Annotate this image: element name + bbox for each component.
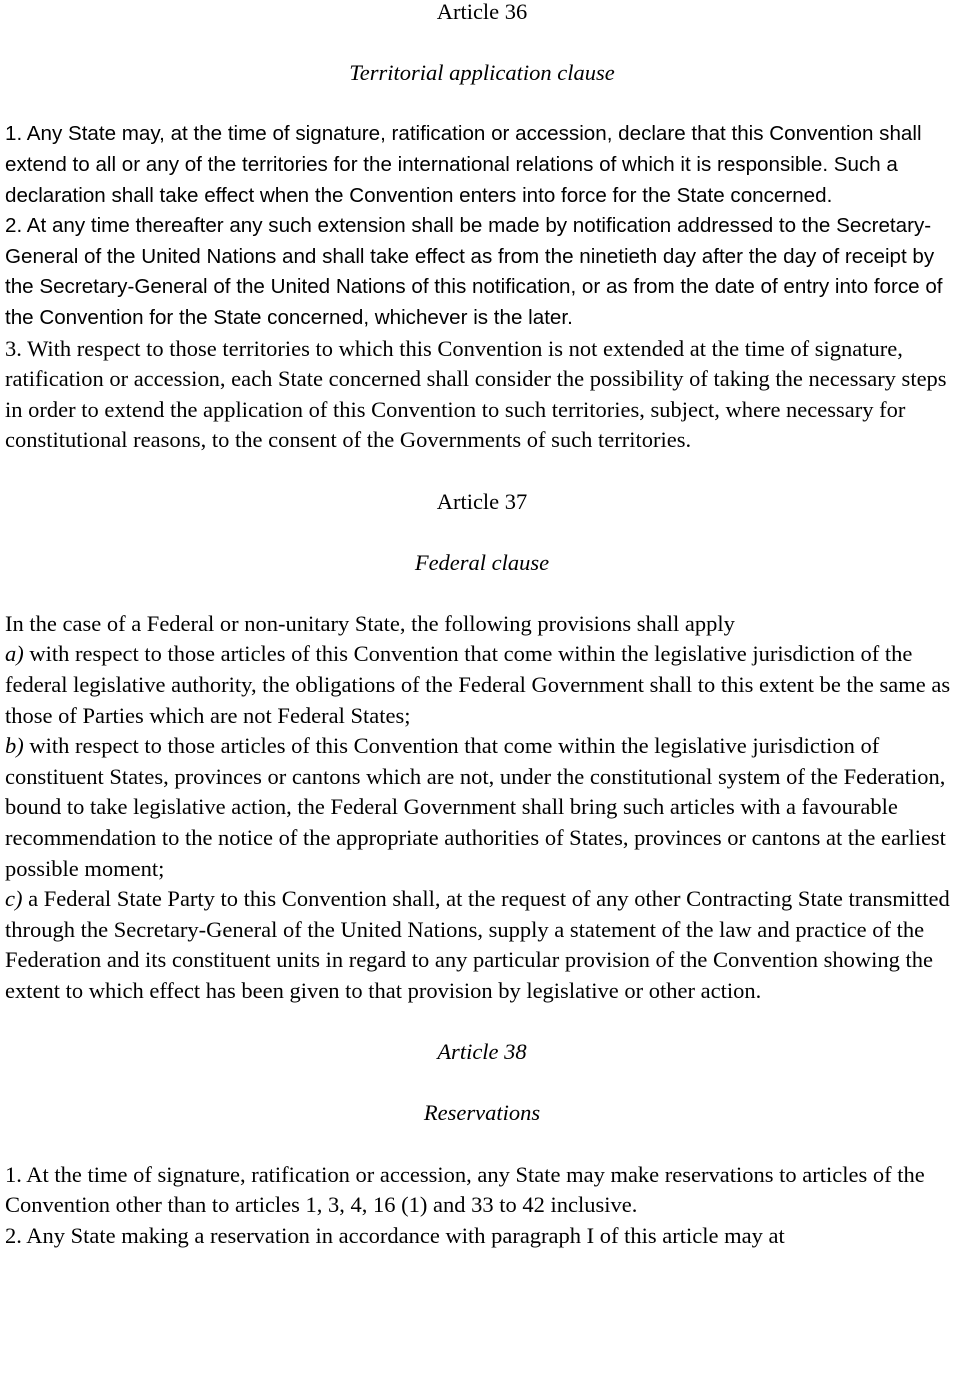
- article-37-item-c: [5, 884, 959, 1006]
- article-37-subtitle: Federal clause: [414, 549, 550, 575]
- article-38-paragraph-1: 1. At the time of signature, ratification or accession, any State may make reservations to articles of the Convention other than to articles 1, 3, 4, 16 (1) and 33 to 42 inclusive.: [5, 1161, 925, 1218]
- article-36-subtitle: Territorial application clause: [349, 60, 615, 86]
- article-37-item-b: [5, 731, 959, 884]
- item-c-label: c): [5, 886, 23, 912]
- article-36-title: Article 36: [436, 0, 528, 24]
- article-36-paragraph-1: 1. Any State may, at the time of signature, ratification or accession, declare that this Convention shall extend to all or any of the territories for the international relations of which it is responsible. Such a declaration shall take effect when the Convention enters into force for the State concerned.: [5, 122, 922, 207]
- article-37-intro: In the case of a Federal or non-unitary State, the following provisions shall apply: [5, 610, 735, 636]
- item-a-label: a): [5, 641, 24, 667]
- article-38-title: Article 38: [437, 1039, 527, 1065]
- article-37-title: Article 37: [436, 488, 528, 514]
- item-a-text: with respect to those articles of this Convention that come within the legislative jurisdiction of the federal legislative authority, the obligations of the Federal Government shall to this extent be the same as those of Parties which are not Federal States;: [5, 641, 951, 728]
- item-b-text: with respect to those articles of this Convention that come within the legislative jurisdiction of constituent States, provinces or cantons which are not, under the constitutional system of the Federation, bound to take legislative action, the Federal Government shall bring such articles with a favourable recommendation to the notice of the appropriate authorities of States, provinces or cantons at the earliest possible moment;: [5, 733, 946, 881]
- article-36-paragraph-3: 3. With respect to those territories to which this Convention is not extended at the time of signature, ratification or accession, each State concerned shall consider the possibility of taking the necessary steps in order to extend the application of this Convention to such territories, subject, where necessary for constitutional reasons, to the consent of the Governments of such territories.: [5, 335, 947, 453]
- document-page: [5, 0, 959, 1251]
- article-38-subtitle: Reservations: [423, 1100, 541, 1126]
- article-36-paragraph-2: 2. At any time thereafter any such extension shall be made by notification addressed to the Secretary-General of the United Nations and shall take effect as from the ninetieth day after the day of receipt by the Secretary-General of the United Nations of this notification, or as from the date of entry into force of the Convention for the State concerned, whichever is the later.: [5, 214, 943, 329]
- item-b-label: b): [5, 733, 24, 759]
- article-38-paragraph-2: 2. Any State making a reservation in accordance with paragraph I of this article may at: [5, 1222, 785, 1248]
- article-37-item-a: [5, 639, 959, 731]
- item-c-text: a Federal State Party to this Convention shall, at the request of any other Contracting State transmitted through the Secretary-General of the United Nations, supply a statement of the law and practice of the Federation and its constituent units in regard to any particular provision of the Convention showing the extent to which effect has been given to that provision by legislative or other action.: [5, 886, 950, 1003]
